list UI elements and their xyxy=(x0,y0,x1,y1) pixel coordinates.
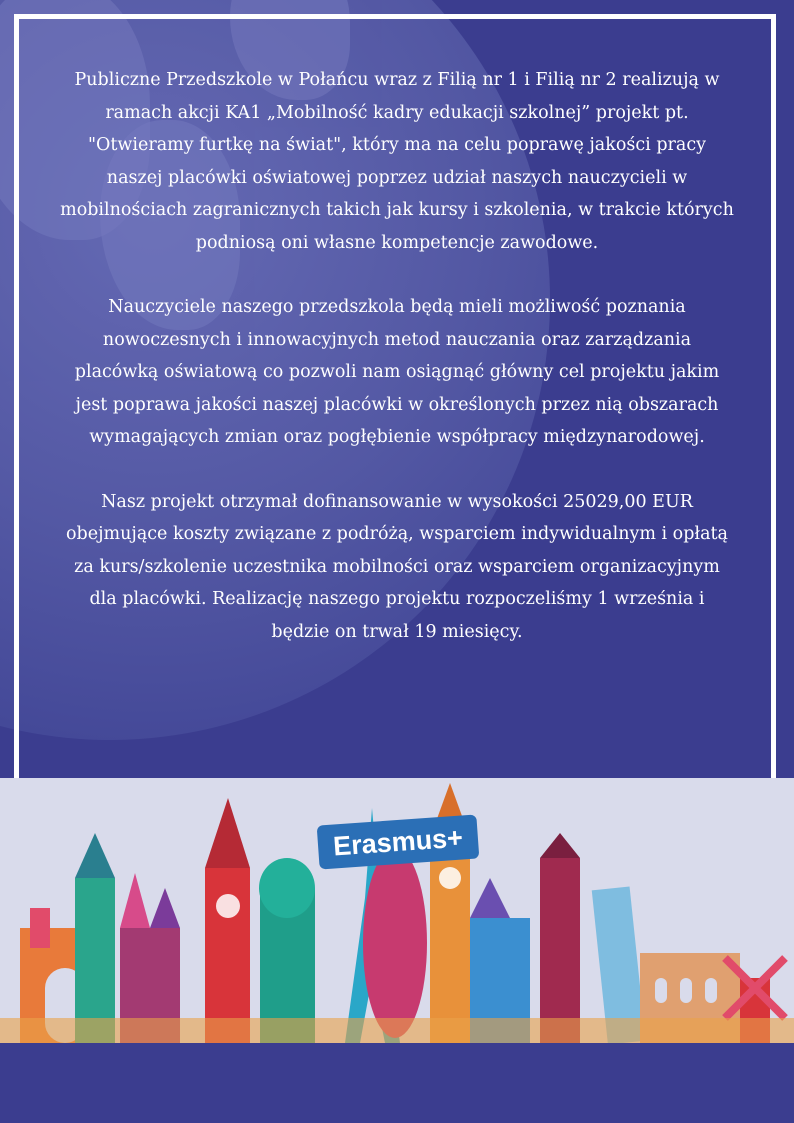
city-skyline-illustration xyxy=(0,778,794,1043)
paragraph-goals: Nauczyciele naszego przedszkola będą mieli możliwość poznania nowoczesnych i innowacyjnych metod nauczania oraz zarządzania placówką oświatową co pozwoli nam osiągnąć główny cel projektu jakim jest poprawa jakości naszej placówki w określonych przez nią obszarach wymagających zmian oraz pogłębienie współpracy międzynarodowej. xyxy=(74,297,720,447)
erasmus-logo-text: Erasmus+ xyxy=(332,822,464,861)
paragraph-funding: Nasz projekt otrzymał dofinansowanie w wysokości 25029,00 EUR obejmujące koszty związane z podróżą, wsparciem indywidualnym i opłatą za kurs/szkolenie uczestnika mobilności oraz wsparciem organizacyjnym dla placówki. Realizację naszego projektu rozpoczeliśmy 1 września i będzie on trwał 19 miesięcy. xyxy=(66,491,728,642)
bottom-band xyxy=(0,1043,794,1123)
paragraph-intro: Publiczne Przedszkole w Połańcu wraz z Filią nr 1 i Filią nr 2 realizują w ramach akcji KA1 „Mobilność kadry edukacji szkolnej” projekt pt. "Otwieramy furtkę na świat", który ma na celu poprawę jakości pracy naszej placówki oświatowej poprzez udział naszych nauczycieli w mobilnościach zagranicznych takich jak kursy i szkolenia, w trakcie których podniosą oni własne kompetencje zawodowe. xyxy=(60,70,734,253)
erasmus-banner xyxy=(0,778,794,1043)
content-text xyxy=(60,64,734,680)
